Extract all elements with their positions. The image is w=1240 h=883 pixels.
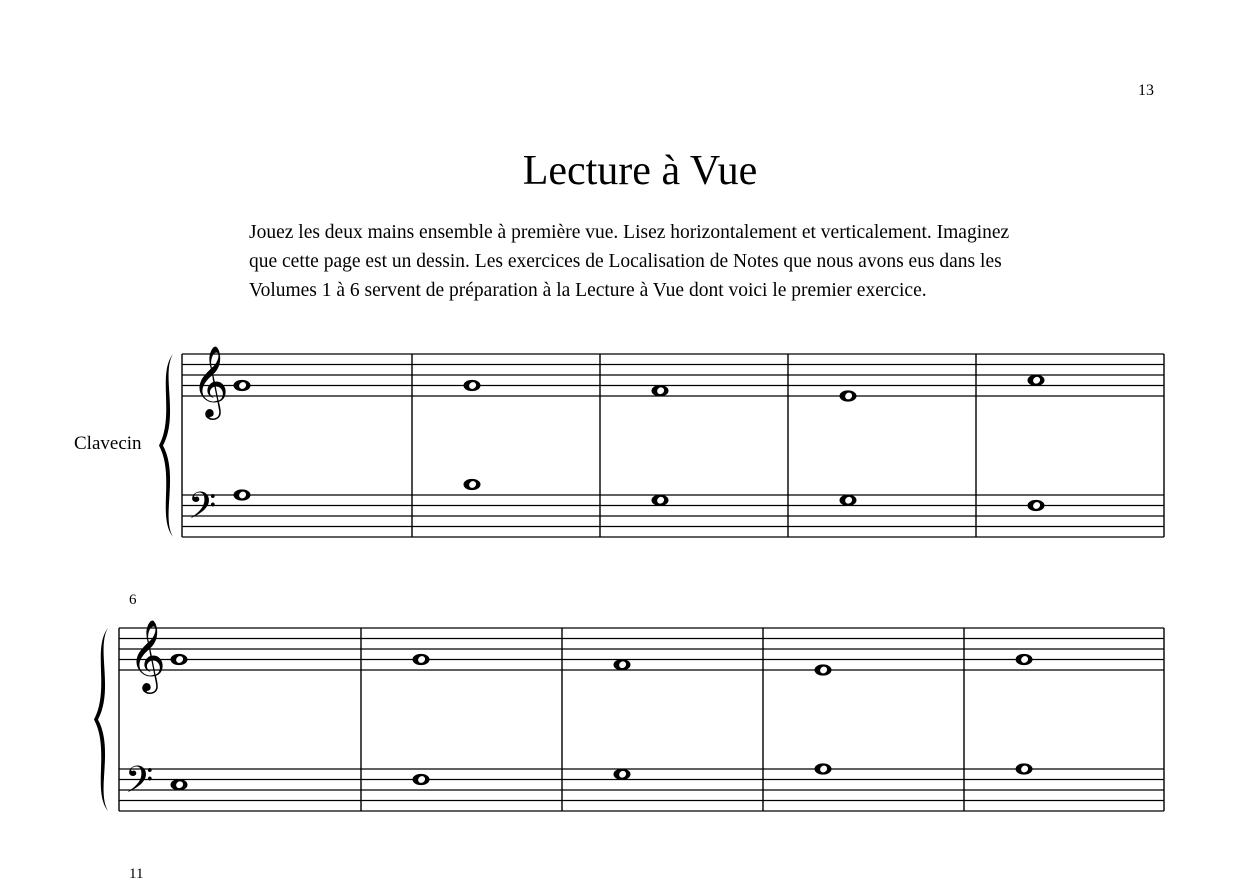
- measure-number: 6: [129, 592, 137, 608]
- measure-number: 11: [129, 866, 144, 882]
- instructions-line: que cette page est un dessin. Les exercices de Localisation de Notes que nous avons eus dans les: [249, 251, 1002, 272]
- page-title: Lecture à Vue: [522, 148, 758, 194]
- instructions-line: Volumes 1 à 6 servent de préparation à la Lecture à Vue dont voici le premier exercice.: [249, 280, 927, 301]
- treble-clef-icon: 𝄞: [192, 344, 229, 417]
- instrument-label: Clavecin: [74, 433, 142, 454]
- brace-icon: [159, 354, 173, 537]
- treble-clef-icon: 𝄞: [129, 618, 166, 691]
- brace-icon: [94, 628, 108, 811]
- page-number: 13: [1138, 82, 1154, 99]
- bass-clef-icon: 𝄢: [188, 485, 217, 536]
- instructions-line: Jouez les deux mains ensemble à première vue. Lisez horizontalement et verticalement. Imaginez: [249, 222, 1010, 243]
- bass-clef-icon: 𝄢: [125, 759, 154, 810]
